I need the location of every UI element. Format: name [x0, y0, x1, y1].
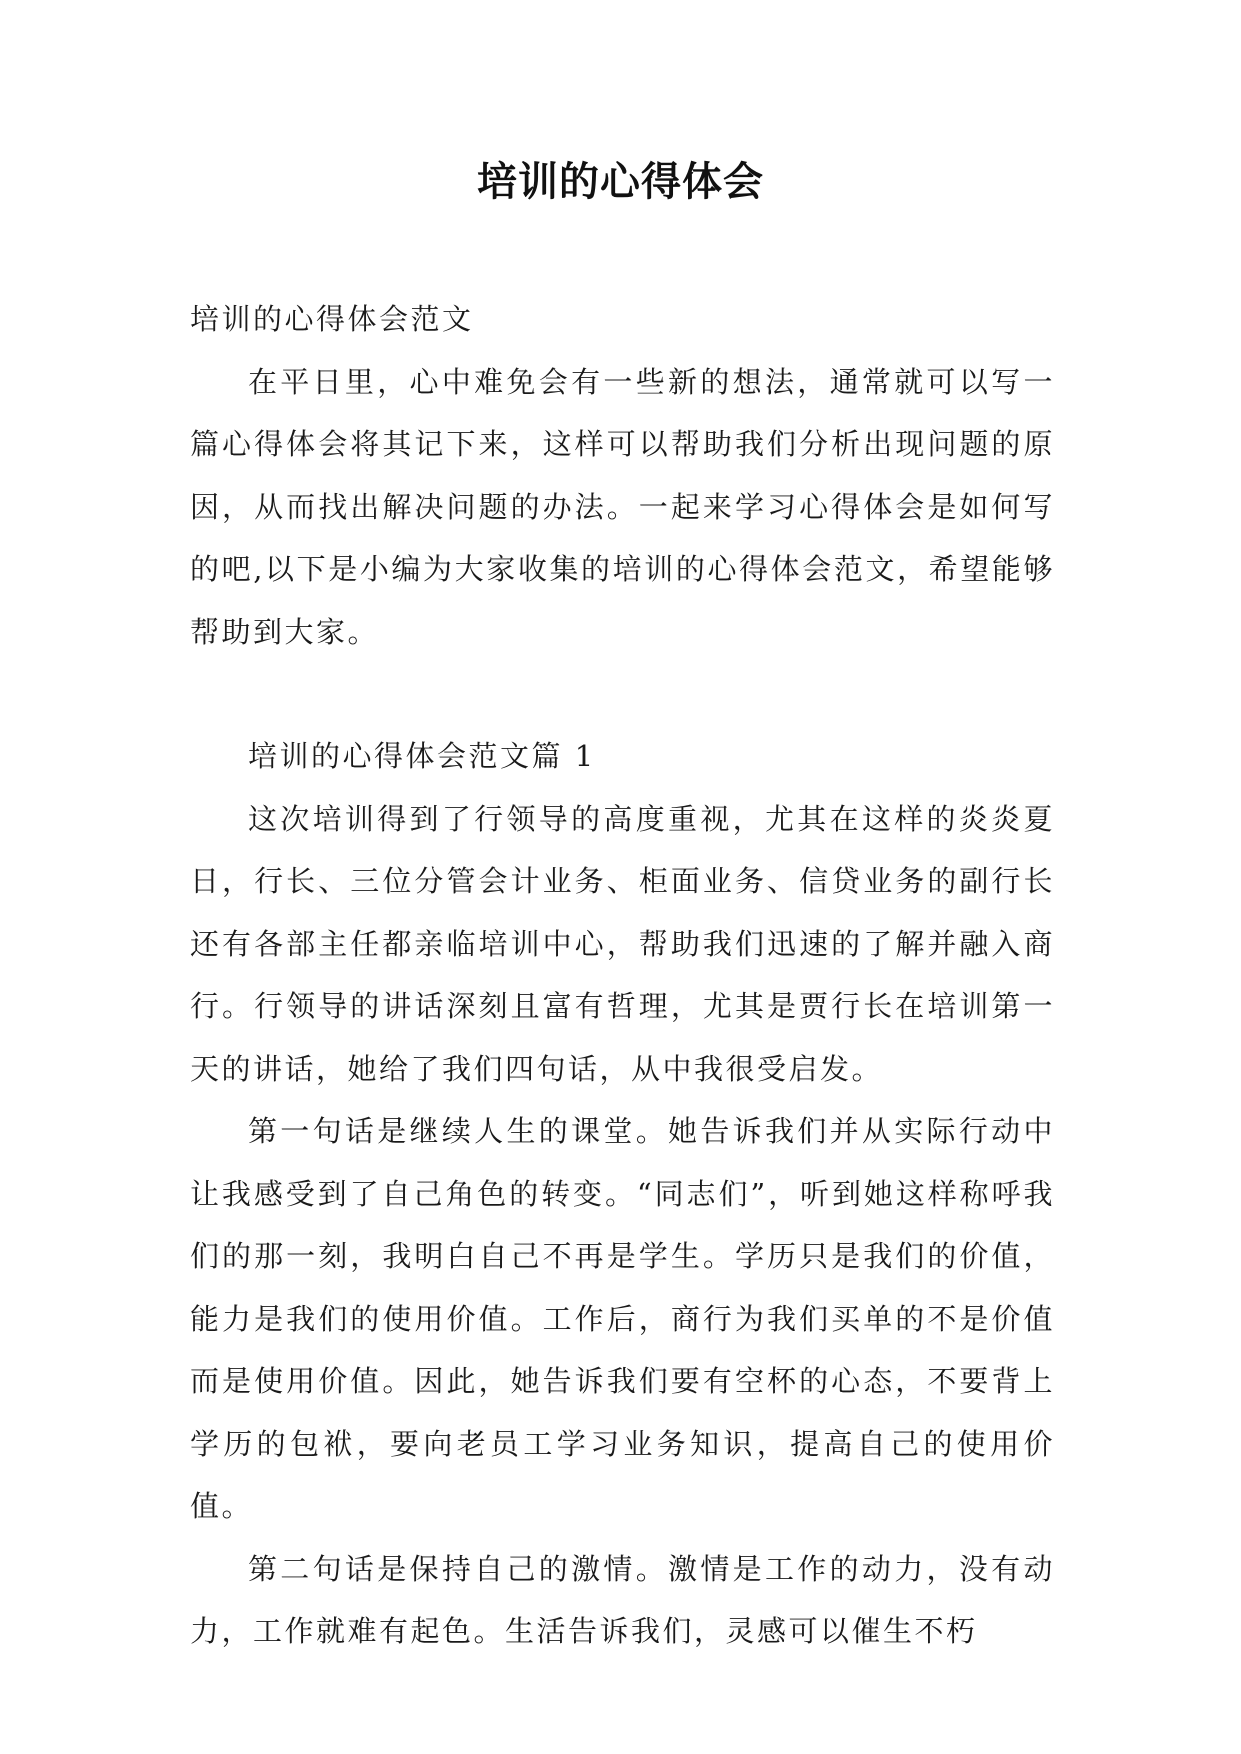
document-title: 培训的心得体会 [477, 158, 764, 205]
document-body [190, 288, 1055, 1663]
document-subtitle: 培训的心得体会范文 [190, 302, 474, 336]
intro-paragraph: 在平日里，心中难免会有一些新的想法，通常就可以写一篇心得体会将其记下来，这样可以帮助我们分析出现问题的原因，从而找出解决问题的办法。一起来学习心得体会是如何写的吧,以下是小编为大家收集的培训的心得体会范文，希望能够帮助到大家。 [190, 364, 1055, 649]
section-heading: 培训的心得体会范文篇 1 [248, 739, 596, 773]
body-paragraph: 第一句话是继续人生的课堂。她告诉我们并从实际行动中让我感受到了自己角色的转变。“同志们”，听到她这样称呼我们的那一刻，我明白自己不再是学生。学历只是我们的价值，能力是我们的使用价值。工作后，商行为我们买单的不是价值而是使用价值。因此，她告诉我们要有空杯的心态，不要背上学历的包袱，要向老员工学习业务知识，提高自己的使用价值。 [190, 1114, 1055, 1523]
body-paragraph: 第二句话是保持自己的激情。激情是工作的动力，没有动力，工作就难有起色。生活告诉我们，灵感可以催生不朽 [190, 1551, 1055, 1648]
paragraph-gap [190, 663, 1055, 725]
body-paragraph: 这次培训得到了行领导的高度重视，尤其在这样的炎炎夏日，行长、三位分管会计业务、柜面业务、信贷业务的副行长还有各部主任都亲临培训中心，帮助我们迅速的了解并融入商行。行领导的讲话深刻且富有哲理，尤其是贾行长在培训第一天的讲话，她给了我们四句话，从中我很受启发。 [190, 801, 1055, 1086]
